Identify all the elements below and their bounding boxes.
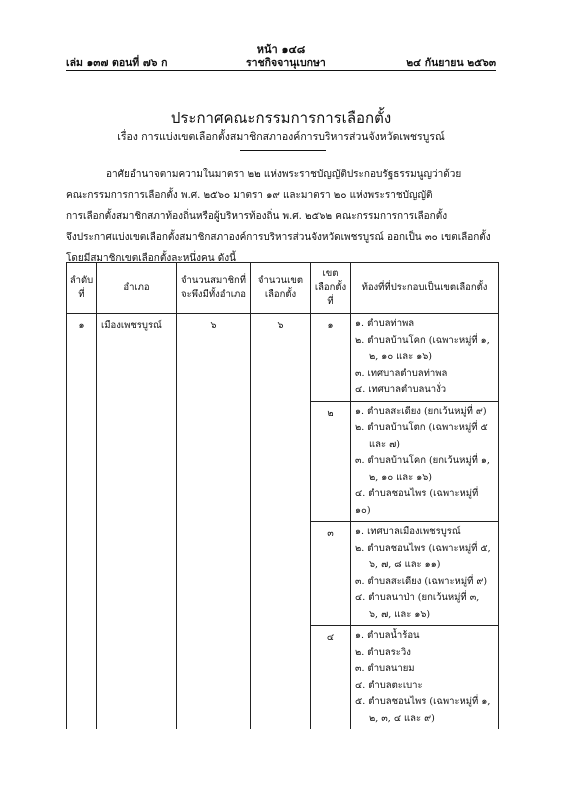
area-item: ๑. ตำบลสะเดียง (ยกเว้นหมู่ที่ ๙) [355, 405, 487, 417]
header-district: อำเภอ [97, 263, 177, 314]
header-areas: ท้องที่ที่ประกอบเป็นเขตเลือกตั้ง [351, 263, 499, 314]
header-members: จำนวนสมาชิกที่จะพึงมีทั้งอำเภอ [177, 263, 251, 314]
area-item: ๔. ตำบลตะเบาะ [355, 679, 423, 691]
cell-areas [351, 626, 499, 730]
area-item: ๒. ตำบลชอนไพร (เฉพาะหมู่ที่ ๕, [355, 542, 491, 554]
cell-zones: ๖ [251, 314, 311, 730]
publish-date: ๒๔ กันยายน ๒๕๖๓ [406, 57, 496, 69]
cell-district: เมืองเพชรบูรณ์ [97, 314, 177, 730]
announcement-body [66, 164, 498, 269]
announcement-subject: เรื่อง การแบ่งเขตเลือกตั้งสมาชิกสภาองค์การบริหารส่วนจังหวัดเพชรบูรณ์ [117, 131, 445, 143]
body-line: คณะกรรมการการเลือกตั้ง พ.ศ. ๒๕๖๐ มาตรา ๑๙ และมาตรา ๒๐ แห่งพระราชบัญญัติ [66, 190, 433, 201]
area-item-continued: และ ๗) [369, 438, 400, 450]
area-item: ๓. ตำบลนายม [355, 663, 415, 674]
page-number: หน้า ๑๔๘ [256, 43, 306, 56]
title-divider [240, 150, 326, 151]
area-item: ๓. เทศบาลตำบลท่าพล [355, 367, 448, 379]
cell-zone-no: ๑ [311, 314, 351, 402]
body-line: จึงประกาศแบ่งเขตเลือกตั้งสมาชิกสภาองค์การบริหารส่วนจังหวัดเพชรบูรณ์ ออกเป็น ๓๐ เขตเลือกตั้ง [66, 232, 491, 243]
header-zone-no: เขตเลือกตั้งที่ [311, 263, 351, 314]
cell-seq: ๑ [67, 314, 97, 730]
area-item: ๓. ตำบลบ้านโคก (ยกเว้นหมู่ที่ ๑, [355, 455, 490, 466]
cell-areas [351, 522, 499, 626]
area-item: ๑. เทศบาลเมืองเพชรบูรณ์ [355, 526, 461, 537]
area-item-continued: ๒, ๓, ๔ และ ๙) [369, 712, 435, 724]
cell-zone-no: ๒ [311, 401, 351, 522]
announcement-title: ประกาศคณะกรรมการการเลือกตั้ง [170, 109, 392, 127]
body-line: โดยมีสมาชิกเขตเลือกตั้งละหนึ่งคน ดังนี้ [66, 253, 236, 264]
area-item-continued: ๖, ๗, ๘ และ ๑๑) [369, 559, 441, 570]
area-item: ๒. ตำบลบ้านโคก (เฉพาะหมู่ที่ ๑, [355, 334, 490, 346]
header-zones: จำนวนเขตเลือกตั้ง [251, 263, 311, 314]
cell-members: ๖ [177, 314, 251, 730]
cell-zone-no: ๓ [311, 522, 351, 626]
body-line: อาศัยอำนาจตามความในมาตรา ๒๒ แห่งพระราชบัญญัติประกอบรัฐธรรมนูญว่าด้วย [106, 169, 462, 180]
area-item: ๒. ตำบลระวิง [355, 646, 411, 658]
cell-areas [351, 401, 499, 522]
area-item: ๒. ตำบลบ้านโตก (เฉพาะหมู่ที่ ๕ [355, 422, 488, 433]
area-item: ๔. เทศบาลตำบลนางั่ว [355, 384, 447, 395]
electoral-zone-table [66, 262, 499, 729]
table-body [67, 314, 499, 730]
area-item-continued: ๒, ๑๐ และ ๑๖) [369, 471, 432, 483]
volume-issue: เล่ม ๑๓๗ ตอนที่ ๗๖ ก [66, 57, 168, 69]
gazette-name: ราชกิจจานุเบกษา [246, 57, 326, 69]
area-item: ๓. ตำบลสะเดียง (เฉพาะหมู่ที่ ๙) [355, 575, 488, 587]
header-rule [66, 70, 496, 71]
area-item: ๑. ตำบลน้ำร้อน [355, 630, 420, 641]
area-item-continued: ๖, ๗, และ ๑๖) [369, 608, 431, 620]
area-item: ๑. ตำบลท่าพล [355, 318, 415, 329]
table-row [67, 314, 499, 402]
cell-zone-no: ๔ [311, 626, 351, 730]
cell-areas [351, 314, 499, 402]
area-item: ๔. ตำบลชอนไพร (เฉพาะหมู่ที่ ๑๐) [355, 488, 479, 516]
body-line: การเลือกตั้งสมาชิกสภาท้องถิ่นหรือผู้บริหารท้องถิ่น พ.ศ. ๒๕๖๒ คณะกรรมการการเลือกตั้ง [66, 211, 448, 222]
header-seq: ลำดับที่ [67, 263, 97, 314]
area-item-continued: ๒, ๑๐ และ ๑๖) [369, 351, 432, 362]
area-item: ๔. ตำบลนาป่า (ยกเว้นหมู่ที่ ๓, [355, 592, 480, 603]
area-item: ๕. ตำบลชอนไพร (เฉพาะหมู่ที่ ๑, [355, 696, 491, 707]
